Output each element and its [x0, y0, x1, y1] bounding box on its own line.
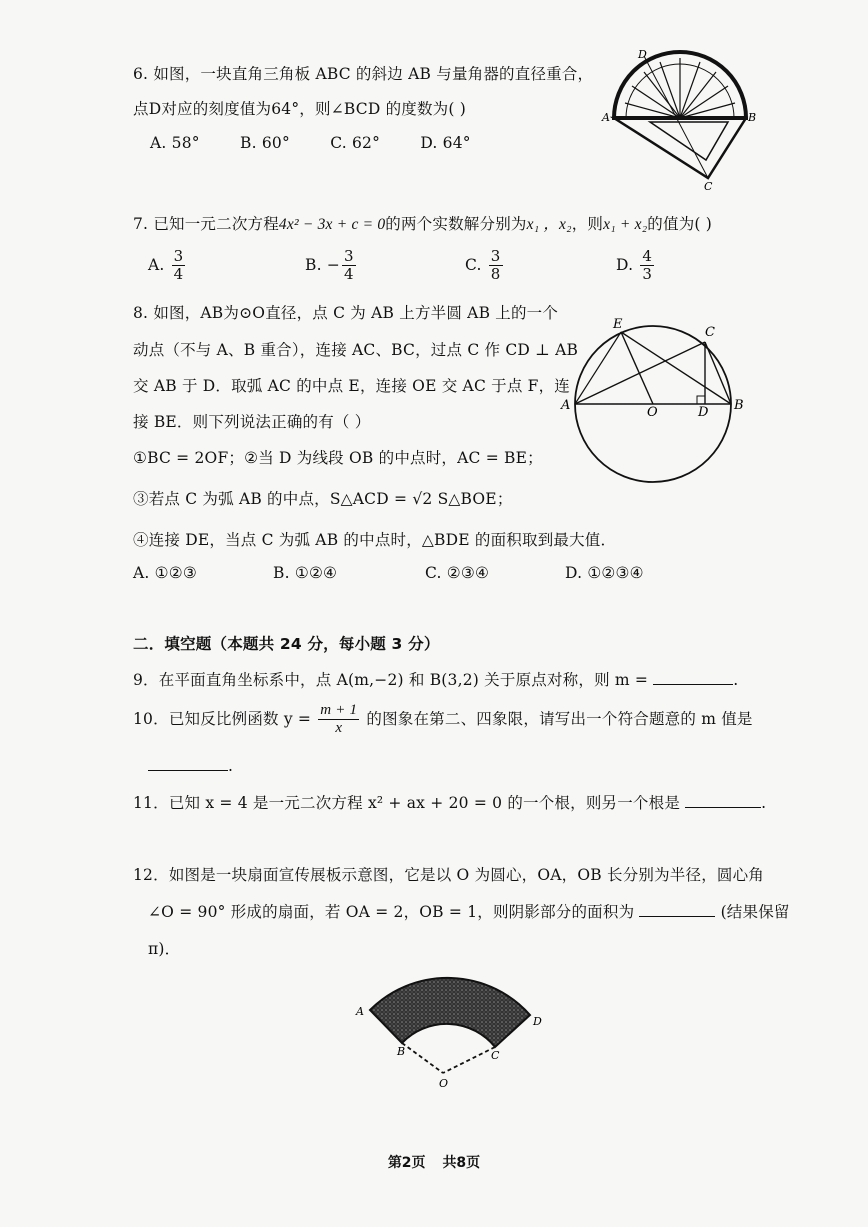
q8-label-d: D [698, 405, 709, 420]
q12-label-c: C [491, 1049, 500, 1062]
q12-line1: 12．如图是一块扇面宣传展板示意图，它是以 O 为圆心，OA，OB 长分别为半径，圆心角 [133, 866, 765, 884]
q12-line2-suffix: (结果保留 [720, 903, 790, 921]
q8-line4: 接 BE．则下列说法正确的有（ ） [133, 413, 371, 431]
q8-label-e: E [613, 317, 623, 332]
page-total: 共8页 [442, 1155, 481, 1171]
q6-line1: 6. 如图，一块直角三角板 ABC 的斜边 AB 与量角器的直径重合， [133, 65, 594, 83]
q7-option-c-label: C. [465, 255, 482, 274]
q6-option-d: D. 64° [420, 134, 471, 152]
q9-answer-blank[interactable] [653, 670, 733, 685]
q7-line [133, 212, 712, 234]
q10-prefix: 10．已知反比例函数 y = [133, 709, 312, 728]
q7-option-b-fraction [342, 248, 356, 284]
q8-option-b: B. ①②④ [273, 564, 338, 582]
q6-line2: 点D对应的刻度值为64°，则∠BCD 的度数为( ) [133, 100, 467, 118]
q10-answer-blank[interactable] [148, 756, 228, 771]
q8-option-c: C. ②③④ [425, 564, 490, 582]
q12-label-o: O [439, 1077, 449, 1090]
q8-label-b: B [734, 398, 744, 413]
q7-option-c-fraction [489, 248, 503, 284]
q11-end: . [761, 794, 767, 812]
q12-label-b: B [397, 1045, 406, 1058]
q7-option-b-num: 3 [344, 247, 354, 265]
q7-prefix: 7. 已知一元二次方程 [133, 215, 279, 233]
q7-option-c-num: 3 [490, 247, 501, 265]
q6-option-a: A. 58° [150, 134, 200, 152]
circle-figure [555, 312, 755, 487]
q9-line [133, 668, 738, 690]
q7-option-d [616, 248, 656, 284]
q6-label-c: C [704, 180, 713, 193]
q6-option-b: B. 60° [240, 134, 290, 152]
q11-answer-blank[interactable] [685, 793, 761, 808]
q8-option-a: A. ①②③ [133, 564, 197, 582]
q8-options [133, 564, 644, 582]
q11-text: 11．已知 x = 4 是一元二次方程 x² + ax + 20 = 0 的一个根，则另一个根是 [133, 794, 681, 812]
q8-line3: 交 AB 于 D．取弧 AC 的中点 E，连接 OE 交 AC 于点 F，连 [133, 377, 571, 395]
q7-option-d-label: D. [616, 255, 634, 274]
q10-fraction [318, 702, 359, 738]
q12-label-d: D [533, 1015, 542, 1028]
q12-answer-blank[interactable] [639, 902, 715, 917]
q7-suffix: ，则 [571, 215, 604, 233]
q7-option-b-sign: − [326, 255, 341, 274]
q6-option-c: C. 62° [330, 134, 381, 152]
q7-option-b-label: B. [305, 255, 322, 274]
q9-end: . [733, 671, 739, 689]
q7-end: 的值为( ) [647, 215, 713, 233]
q7-equation: 4x² − 3x + c = 0 [278, 216, 386, 233]
q9-text: 9．在平面直角坐标系中，点 A(m,−2) 和 B(3,2) 关于原点对称，则 m = [133, 671, 649, 689]
q12-line3: π)． [148, 940, 181, 958]
q10-denominator: x [335, 720, 343, 737]
q8-label-o: O [647, 405, 658, 420]
protractor-figure [600, 48, 760, 193]
q8-label-c: C [705, 325, 715, 340]
q10-numerator: m + 1 [318, 702, 359, 720]
q7-mid: 的两个实数解分别为 [385, 215, 527, 233]
q8-statement-1-2: ①BC = 2OF；②当 D 为线段 OB 的中点时，AC = BE； [133, 449, 543, 467]
q8-statement-3: ③若点 C 为弧 AB 的中点，S△ACD = √2 S△BOE； [133, 490, 513, 508]
q6-label-d: D [638, 48, 647, 61]
q7-option-c-den: 8 [490, 265, 501, 284]
q10-line [133, 702, 753, 738]
q6-label-b: B [748, 111, 757, 124]
q10-end: . [228, 757, 234, 775]
q11-line [133, 791, 766, 813]
q7-option-a-label: A. [148, 255, 165, 274]
q7-option-a-num: 3 [173, 247, 184, 265]
q7-option-a [148, 248, 187, 284]
q6-options [150, 134, 471, 152]
q7-option-d-fraction [640, 248, 654, 284]
q8-option-d: D. ①②③④ [565, 564, 644, 582]
q7-option-d-num: 4 [642, 247, 653, 265]
page-number: 第2页 [387, 1155, 426, 1171]
q7-option-a-den: 4 [173, 265, 184, 284]
q8-label-a: A [561, 398, 571, 413]
q7-option-b [305, 248, 358, 284]
q8-statement-4: ④连接 DE，当点 C 为弧 AB 的中点时，△BDE 的面积取到最大值． [133, 531, 617, 549]
q12-label-a: A [356, 1005, 364, 1018]
q12-line2-text: ∠O = 90° 形成的扇面，若 OA = 2，OB = 1，则阴影部分的面积为 [148, 903, 635, 921]
section-title-fill-in: 二．填空题（本题共 24 分，每小题 3 分） [133, 635, 440, 653]
q7-sum: x₁ + x₂ [603, 216, 648, 233]
q7-option-b-den: 4 [344, 265, 354, 284]
q7-roots: x₁ ，x₂ [526, 216, 572, 233]
q10-suffix: 的图象在第二、四象限，请写出一个符合题意的 m 值是 [366, 709, 753, 728]
q7-option-d-den: 3 [642, 265, 653, 284]
page-footer [0, 1152, 868, 1172]
q10-answer-line [148, 756, 233, 775]
q8-line1: 8. 如图，AB为⊙O直径，点 C 为 AB 上方半圆 AB 上的一个 [133, 304, 559, 322]
q8-line2: 动点（不与 A、B 重合），连接 AC、BC，过点 C 作 CD ⊥ AB [133, 341, 579, 359]
q7-option-c [465, 248, 505, 284]
q6-label-a: A [602, 111, 610, 124]
q7-option-a-fraction [172, 248, 186, 284]
fan-figure [345, 965, 555, 1095]
q12-line2 [148, 900, 790, 922]
